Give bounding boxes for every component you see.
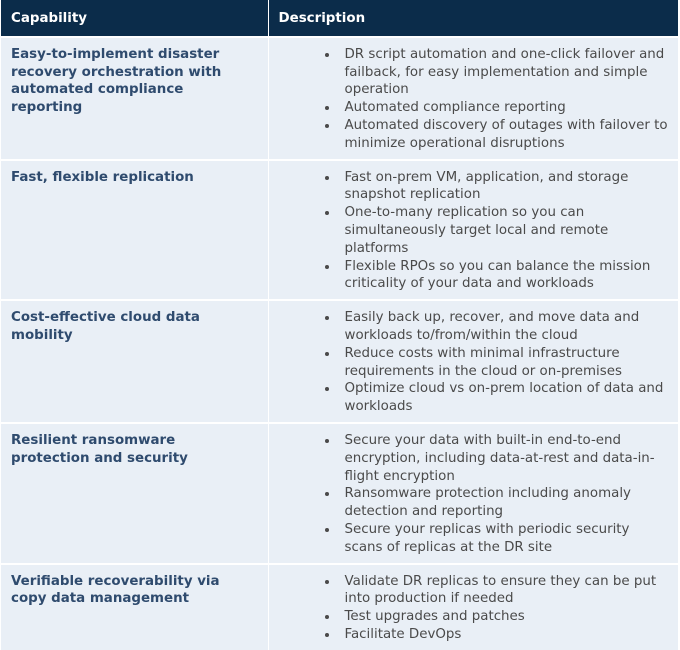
- bullet-list: [279, 46, 671, 153]
- bullet-item: [279, 258, 671, 294]
- bullet-text: Reduce costs with minimal infrastructure requirements in the cloud or on-premises: [344, 345, 622, 379]
- bullet-text: Test upgrades and patches: [344, 609, 525, 625]
- bullet-item: [279, 626, 671, 644]
- bullet-dot-icon: [325, 352, 329, 356]
- capability-cell: Verifiable recoverability via copy data management: [1, 564, 268, 650]
- bullet-item: [279, 608, 671, 626]
- bullet-list: [279, 573, 671, 644]
- bullet-dot-icon: [325, 124, 329, 128]
- bullet-text: Facilitate DevOps: [344, 626, 462, 642]
- bullet-item: [279, 117, 671, 153]
- bullet-dot-icon: [325, 492, 329, 496]
- bullet-text: Easily back up, recover, and move data and workloads to/from/within the cloud: [344, 310, 640, 343]
- capability-cell: Fast, flexible replication: [1, 160, 268, 301]
- bullet-dot-icon: [325, 528, 329, 532]
- table-row: [1, 37, 678, 160]
- bullet-dot-icon: [325, 106, 329, 110]
- bullet-item: [279, 204, 671, 257]
- bullet-text: Secure your data with built-in end-to-end encryption, including data-at-rest and data-in-flight encryption: [344, 432, 655, 484]
- bullet-item: [279, 345, 671, 381]
- bullet-list: [279, 432, 671, 557]
- bullet-text: Secure your replicas with periodic security scans of replicas at the DR site: [344, 521, 630, 555]
- bullet-list: [279, 169, 671, 294]
- bullet-dot-icon: [325, 53, 329, 57]
- bullet-item: [279, 309, 671, 345]
- bullet-dot-icon: [325, 580, 329, 584]
- bullet-dot-icon: [325, 316, 329, 320]
- table-row: [1, 160, 678, 301]
- bullet-text: Flexible RPOs so you can balance the mission criticality of your data and workloads: [344, 258, 651, 292]
- bullet-item: [279, 99, 671, 117]
- capability-table: [1, 0, 678, 650]
- bullet-item: [279, 573, 671, 609]
- capability-cell: Easy-to-implement disaster recovery orchestration with automated compliance reporting: [1, 37, 268, 160]
- bullet-item: [279, 46, 671, 99]
- bullet-item: [279, 380, 671, 416]
- header-capability: Capability: [1, 0, 268, 37]
- table-row: [1, 423, 678, 564]
- bullet-dot-icon: [325, 387, 329, 391]
- description-cell: [268, 37, 678, 160]
- capability-cell: Resilient ransomware protection and security: [1, 423, 268, 564]
- bullet-dot-icon: [325, 211, 329, 215]
- description-cell: [268, 160, 678, 301]
- table-row: [1, 300, 678, 423]
- bullet-text: Automated discovery of outages with failover to minimize operational disruptions: [344, 117, 668, 151]
- bullet-text: Optimize cloud vs on-prem location of data and workloads: [344, 381, 664, 415]
- capability-cell: Cost-effective cloud data mobility: [1, 300, 268, 423]
- bullet-text: Validate DR replicas to ensure they can be put into production if needed: [344, 573, 657, 607]
- bullet-dot-icon: [325, 615, 329, 619]
- bullet-item: [279, 521, 671, 557]
- table-row: [1, 564, 678, 650]
- bullet-item: [279, 485, 671, 521]
- description-cell: [268, 300, 678, 423]
- bullet-text: DR script automation and one-click failover and failback, for easy implementation and simple operation: [344, 46, 665, 98]
- bullet-list: [279, 309, 671, 416]
- bullet-text: Ransomware protection including anomaly detection and reporting: [344, 486, 631, 520]
- description-cell: [268, 423, 678, 564]
- header-description: Description: [268, 0, 678, 37]
- bullet-dot-icon: [325, 265, 329, 269]
- description-cell: [268, 564, 678, 650]
- bullet-text: One-to-many replication so you can simultaneously target local and remote platforms: [344, 205, 609, 256]
- bullet-dot-icon: [325, 176, 329, 180]
- bullet-item: [279, 169, 671, 205]
- bullet-text: Fast on-prem VM, application, and storage snapshot replication: [344, 169, 629, 203]
- bullet-text: Automated compliance reporting: [344, 100, 566, 116]
- bullet-dot-icon: [325, 439, 329, 443]
- bullet-dot-icon: [325, 633, 329, 637]
- bullet-item: [279, 432, 671, 485]
- header-row: [1, 0, 678, 37]
